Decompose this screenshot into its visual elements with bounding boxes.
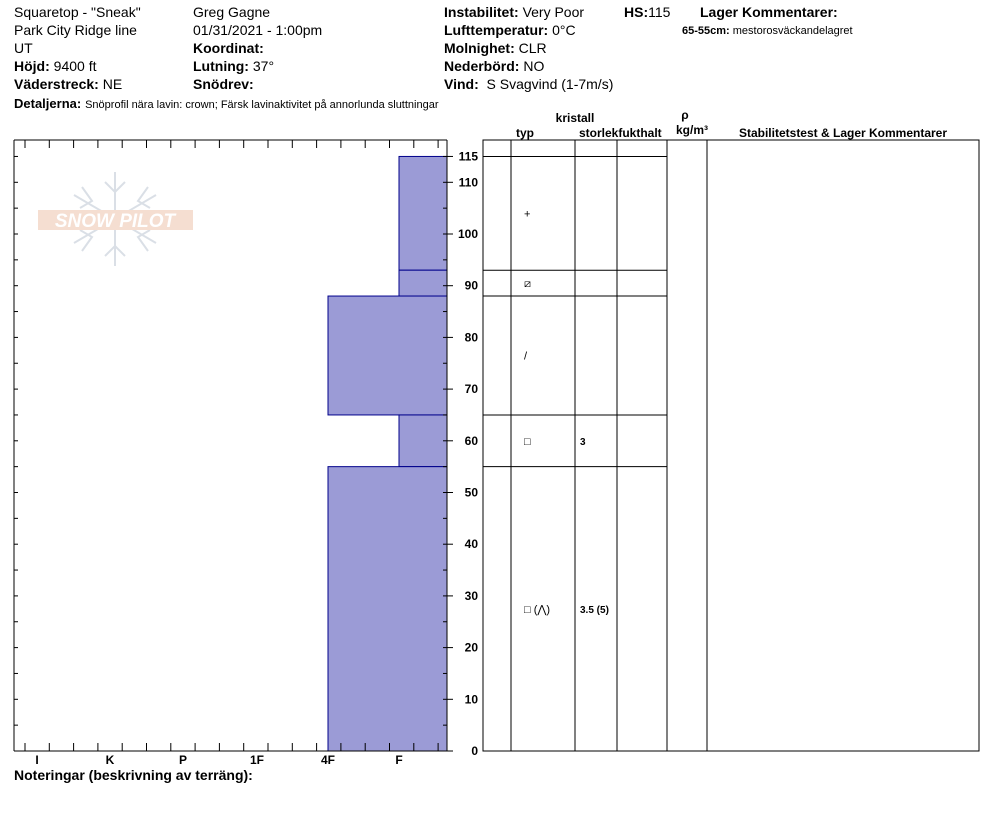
sky-value: CLR — [518, 40, 547, 56]
y-tick-label: 10 — [464, 692, 478, 707]
sky-label: Molnighet: — [444, 40, 515, 56]
y-tick-label: 50 — [464, 485, 478, 500]
details-value: Snöprofil nära lavin: crown; Färsk lavinaktivitet på annorlunda sluttningar — [85, 99, 439, 111]
location-name: Squaretop - "Sneak" — [14, 4, 141, 20]
hardness-label-P: P — [178, 753, 188, 767]
wind-label: Vind: — [444, 76, 479, 92]
hardness-label-I: I — [35, 753, 39, 767]
y-tick-label: 0 — [471, 744, 478, 758]
y-tick-label: 30 — [464, 588, 478, 603]
layer-bar-3 — [399, 415, 447, 467]
details-label: Detaljerna: — [14, 96, 82, 111]
grain-type-4: □ (⋀) — [524, 603, 551, 616]
y-tick-label: 115 — [458, 149, 478, 164]
layer-bar-1 — [399, 270, 447, 296]
hs-label: HS: — [624, 4, 649, 20]
aspect-label: Väderstreck: — [14, 76, 99, 92]
stability-value: Very Poor — [522, 4, 585, 20]
precip-value: NO — [523, 58, 545, 74]
slope-label: Lutning: — [193, 58, 249, 74]
aspect-value: NE — [102, 76, 123, 92]
hardness-label-F: F — [395, 753, 403, 767]
coordinate-label: Koordinat: — [193, 40, 264, 56]
y-tick-label: 60 — [464, 433, 478, 448]
header-type: typ — [516, 126, 534, 140]
grain-size-4: 3.5 (5) — [580, 604, 609, 616]
header-moisture: fukthalt — [618, 126, 662, 140]
grain-type-2: / — [524, 350, 528, 363]
air-temp-value: 0°C — [552, 22, 576, 38]
y-tick-label: 90 — [464, 278, 478, 293]
y-tick-label: 70 — [464, 382, 478, 397]
elevation-label: Höjd: — [14, 58, 50, 74]
y-tick-label: 40 — [464, 537, 478, 552]
layer-bar-2 — [328, 296, 447, 415]
elevation-value: 9400 ft — [53, 58, 97, 74]
y-tick-label: 110 — [458, 175, 478, 190]
wind-value: S Svagvind (1-7m/s) — [486, 76, 614, 92]
layer-bar-4 — [328, 467, 447, 751]
header-crystal: kristall — [555, 111, 595, 125]
grain-type-3: □ — [524, 435, 531, 448]
stability-label: Instabilitet: — [444, 4, 519, 20]
grain-type-0: + — [524, 208, 531, 221]
hardness-label-4F: 4F — [320, 753, 336, 767]
hs-value: 115 — [648, 4, 671, 20]
y-tick-label: 100 — [457, 227, 478, 241]
y-tick-label: 80 — [464, 330, 478, 345]
watermark-text: SNOW PILOT — [54, 211, 176, 232]
header-stability: Stabilitetstest & Lager Kommentarer — [738, 126, 948, 140]
snowpilot-watermark — [38, 172, 193, 266]
hardness-label-1F: 1F — [249, 753, 265, 767]
precip-label: Nederbörd: — [444, 58, 520, 74]
state-name: UT — [14, 40, 33, 56]
layer-comment-range: 65-55cm: — [682, 25, 730, 37]
header-size: storlek — [579, 126, 619, 140]
layer-comments-label: Lager Kommentarer: — [700, 4, 838, 20]
header-density-symbol: ρ — [681, 108, 689, 122]
y-tick-label: 20 — [464, 640, 478, 655]
notes-label: Noteringar (beskrivning av terräng): — [14, 767, 253, 783]
grain-type-1: ⧄ — [524, 278, 531, 291]
observation-datetime: 01/31/2021 - 1:00pm — [193, 22, 323, 38]
layer-comment-text: mestorosväckandelagret — [732, 25, 853, 37]
header-density-unit: kg/m³ — [675, 123, 709, 137]
grain-size-3: 3 — [580, 436, 586, 448]
region-name: Park City Ridge line — [14, 22, 137, 38]
hardness-label-K: K — [105, 753, 115, 767]
slope-value: 37° — [252, 58, 275, 74]
wind-loading-label: Snödrev: — [193, 76, 254, 92]
layer-bar-0 — [399, 156, 447, 270]
observer-name: Greg Gagne — [193, 4, 271, 20]
air-temp-label: Lufttemperatur: — [444, 22, 549, 38]
table-border — [483, 140, 979, 751]
